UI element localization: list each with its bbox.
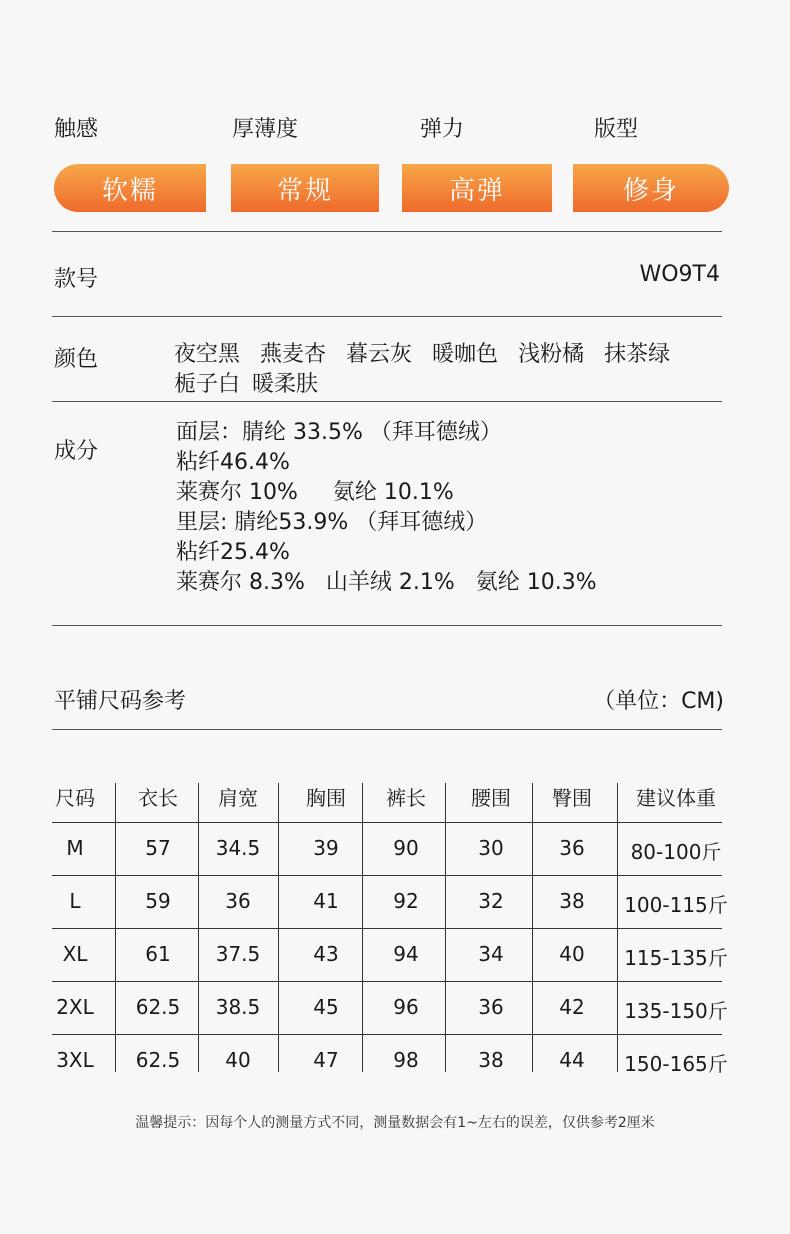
attr-value-thickness-pill: 常规	[231, 164, 379, 212]
attr-value-fit-pill: 修身	[573, 164, 729, 212]
table-cell-shoulder: 34.5	[215, 836, 261, 860]
table-cell-chest: 41	[313, 889, 339, 913]
table-cell-length: 62.5	[135, 995, 181, 1019]
table-cell-shoulder: 40	[225, 1048, 251, 1072]
table-cell-pants-length: 98	[393, 1048, 419, 1072]
size-chart-title: 平铺尺码参考	[54, 689, 187, 714]
attr-value-touch-pill: 软糯	[54, 164, 206, 212]
divider	[52, 316, 722, 317]
table-cell-length: 61	[145, 942, 171, 966]
attr-value-elasticity-pill: 高弹	[402, 164, 552, 212]
composition-line: 莱赛尔 10% 氨纶 10.1%	[176, 480, 454, 505]
composition-line: 粘纤25.4%	[176, 540, 290, 565]
attr-label-thickness: 厚薄度	[232, 117, 299, 142]
table-cell-pants-length: 94	[393, 942, 419, 966]
table-cell-pants-length: 90	[393, 836, 419, 860]
size-chart-unit: （单位：CM)	[593, 689, 724, 714]
table-cell-chest: 43	[313, 942, 339, 966]
table-cell-waist: 34	[478, 942, 504, 966]
composition-line: 莱赛尔 8.3% 山羊绒 2.1% 氨纶 10.3%	[176, 570, 597, 595]
table-cell-weight: 150-165斤	[624, 1052, 728, 1076]
color-option: 暖柔肤	[252, 372, 319, 397]
color-option: 抹茶绿	[604, 342, 671, 367]
table-cell-size: 3XL	[56, 1048, 94, 1072]
table-cell-weight: 135-150斤	[624, 999, 728, 1023]
table-cell-hip: 38	[559, 889, 585, 913]
table-cell-weight: 115-135斤	[624, 946, 728, 970]
table-cell-shoulder: 37.5	[215, 942, 261, 966]
table-cell-hip: 36	[559, 836, 585, 860]
composition-line: 面层：腈纶 33.5% （拜耳德绒）	[176, 420, 502, 445]
table-cell-size: XL	[62, 942, 88, 966]
color-option: 浅粉橘	[518, 342, 585, 367]
table-cell-length: 59	[145, 889, 171, 913]
composition-line: 粘纤46.4%	[176, 450, 290, 475]
model-label: 款号	[54, 267, 99, 292]
color-option: 暖咖色	[432, 342, 499, 367]
color-option: 暮云灰	[346, 342, 413, 367]
table-cell-waist: 36	[478, 995, 504, 1019]
table-cell-shoulder: 38.5	[215, 995, 261, 1019]
table-header-waist: 腰围	[471, 786, 511, 810]
attr-label-fit: 版型	[594, 117, 639, 142]
table-cell-waist: 32	[478, 889, 504, 913]
colors-label: 颜色	[54, 347, 99, 372]
table-cell-shoulder: 36	[225, 889, 251, 913]
table-cell-length: 57	[145, 836, 171, 860]
table-row-divider	[52, 822, 722, 823]
composition-label: 成分	[54, 439, 99, 464]
colors-list	[174, 340, 734, 400]
table-cell-chest: 39	[313, 836, 339, 860]
table-row-divider	[52, 928, 722, 929]
table-cell-size: 2XL	[56, 995, 94, 1019]
model-value: WO9T4	[639, 262, 720, 287]
table-header-shoulder: 肩宽	[218, 786, 258, 810]
table-header-pants-length: 裤长	[386, 786, 426, 810]
color-option: 栀子白	[174, 372, 241, 397]
divider	[52, 729, 722, 730]
table-cell-size: L	[69, 889, 81, 913]
table-header-chest: 胸围	[306, 786, 346, 810]
table-cell-size: M	[66, 836, 84, 860]
attr-label-elasticity: 弹力	[420, 117, 465, 142]
color-option: 燕麦杏	[260, 342, 327, 367]
table-cell-waist: 30	[478, 836, 504, 860]
table-header-size: 尺码	[55, 786, 95, 810]
table-cell-hip: 44	[559, 1048, 585, 1072]
measurement-note: 温馨提示：因每个人的测量方式不同，测量数据会有1~左右的误差，仅供参考2厘米	[135, 1115, 655, 1131]
table-row-divider	[52, 1034, 722, 1035]
table-cell-length: 62.5	[135, 1048, 181, 1072]
table-row-divider	[52, 981, 722, 982]
table-cell-weight: 80-100斤	[630, 840, 722, 864]
divider	[52, 625, 722, 626]
table-cell-weight: 100-115斤	[624, 893, 728, 917]
table-header-length: 衣长	[138, 786, 178, 810]
table-cell-hip: 40	[559, 942, 585, 966]
color-option: 夜空黑	[174, 342, 241, 367]
attr-label-touch: 触感	[54, 117, 99, 142]
divider	[52, 401, 722, 402]
table-cell-hip: 42	[559, 995, 585, 1019]
composition-list	[176, 418, 597, 598]
table-cell-chest: 47	[313, 1048, 339, 1072]
divider	[52, 231, 722, 232]
table-cell-pants-length: 92	[393, 889, 419, 913]
table-cell-pants-length: 96	[393, 995, 419, 1019]
table-cell-chest: 45	[313, 995, 339, 1019]
table-cell-waist: 38	[478, 1048, 504, 1072]
table-header-weight: 建议体重	[636, 786, 716, 810]
composition-line: 里层: 腈纶53.9% （拜耳德绒）	[176, 510, 488, 535]
table-row-divider	[52, 875, 722, 876]
table-header-hip: 臀围	[552, 786, 592, 810]
